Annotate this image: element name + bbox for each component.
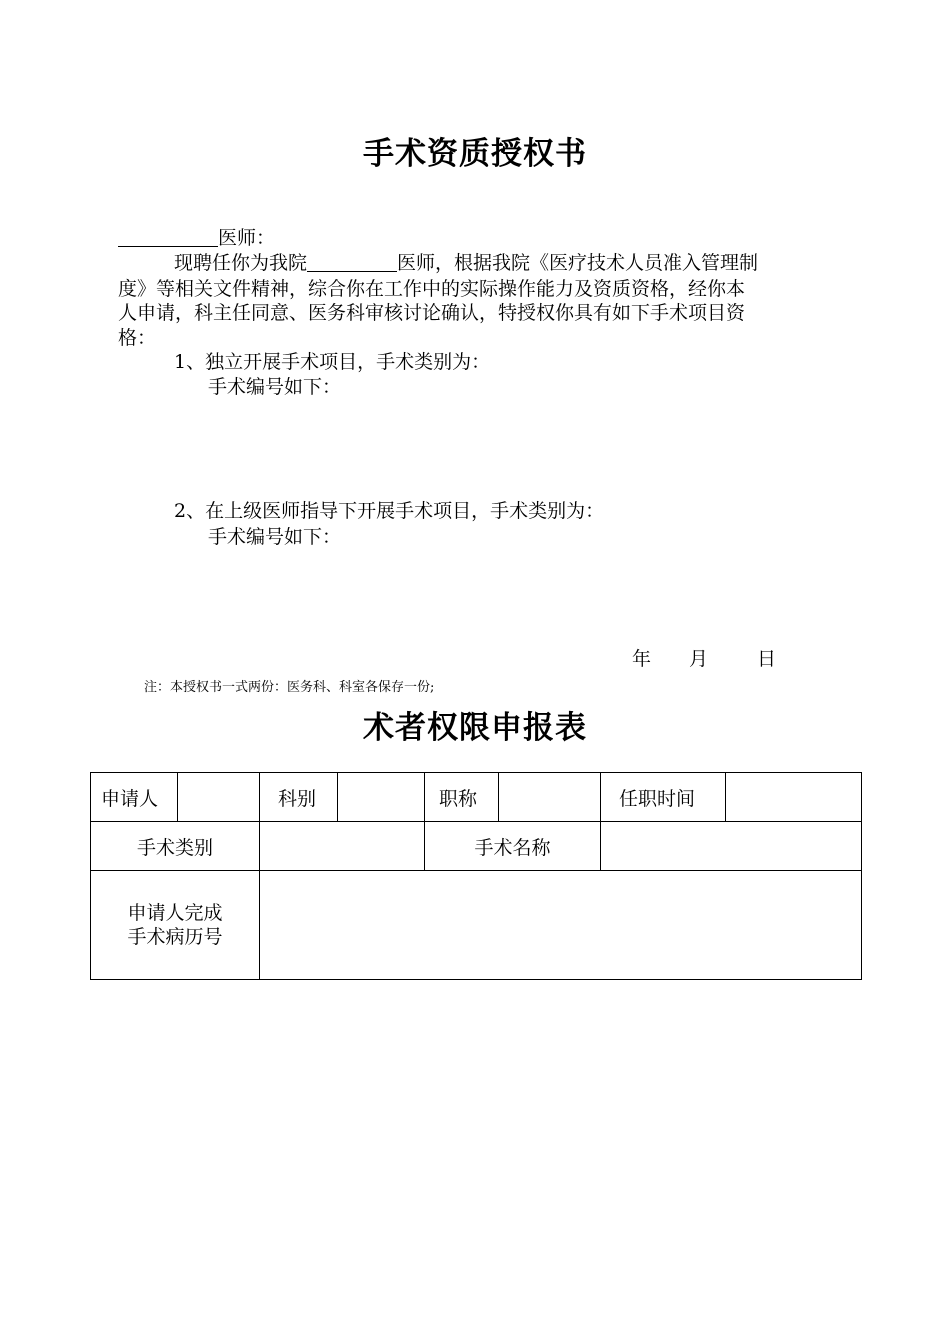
report-form-table	[90, 772, 862, 980]
applicant-label: 申请人	[91, 773, 178, 822]
paragraph-line-3: 人申请，科主任同意、医务科审核讨论确认，特授权你具有如下手术项目资	[118, 302, 746, 324]
case-numbers-label-line-2: 手术病历号	[127, 926, 223, 948]
department-value-cell[interactable]	[338, 773, 425, 822]
tenure-value-cell[interactable]	[726, 773, 862, 822]
auth-letter-title: 手术资质授权书	[363, 136, 587, 172]
doctor-name-blank[interactable]	[118, 226, 218, 247]
form-row-1	[91, 773, 862, 822]
report-form-title: 术者权限申报表	[363, 710, 587, 746]
surgery-name-label: 手术名称	[425, 822, 601, 871]
date-day-label: 日	[757, 648, 777, 670]
job-title-label: 职称	[425, 773, 499, 822]
salutation	[118, 225, 275, 251]
item-2-heading: 2、在上级医师指导下开展手术项目，手术类别为：	[174, 500, 605, 522]
copy-note: 注：本授权书一式两份：医务科、科室各保存一份;	[144, 680, 435, 695]
surgery-name-value-cell[interactable]	[601, 822, 862, 871]
item-1-heading: 1、独立开展手术项目，手术类别为：	[174, 351, 491, 373]
item-1-subheading: 手术编号如下：	[208, 376, 342, 398]
paragraph-line-1	[174, 250, 758, 276]
para-line1-b: 医师，根据我院《医疗技术人员准入管理制	[397, 252, 759, 274]
item-2-subheading: 手术编号如下：	[208, 526, 342, 548]
tenure-label: 任职时间	[601, 773, 726, 822]
surgery-category-value-cell[interactable]	[260, 822, 425, 871]
case-numbers-value-cell[interactable]	[260, 871, 862, 980]
paragraph-line-4: 格：	[118, 327, 157, 349]
department-label: 科别	[260, 773, 338, 822]
case-numbers-label	[91, 871, 260, 980]
case-numbers-label-line-1: 申请人完成	[127, 902, 223, 924]
paragraph-line-2: 度》等相关文件精神，综合你在工作中的实际操作能力及资质资格，经你本	[118, 278, 746, 300]
date-year-label: 年	[632, 648, 652, 670]
position-blank[interactable]	[307, 251, 397, 272]
surgery-category-label: 手术类别	[91, 822, 260, 871]
job-title-value-cell[interactable]	[499, 773, 601, 822]
form-row-3	[91, 871, 862, 980]
salutation-suffix: 医师：	[218, 227, 276, 249]
applicant-value-cell[interactable]	[178, 773, 260, 822]
form-row-2	[91, 822, 862, 871]
date-month-label: 月	[689, 648, 709, 670]
para-line1-a: 现聘任你为我院	[174, 252, 308, 274]
